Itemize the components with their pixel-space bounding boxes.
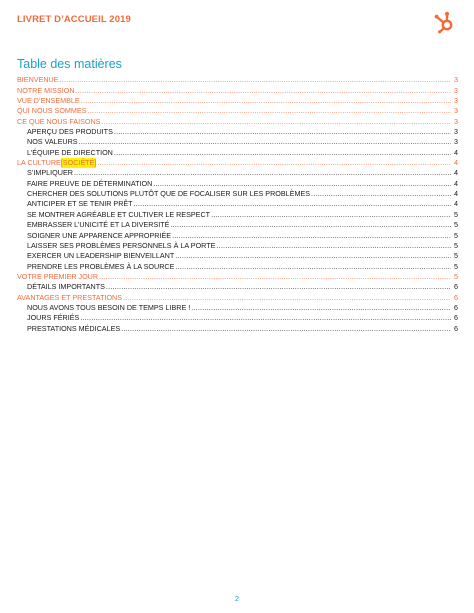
toc-dot-leader — [175, 251, 451, 261]
toc-entry-highlight: [SOCIÉTÉ] — [60, 158, 97, 168]
toc-entry-page-number: 6 — [454, 282, 458, 292]
toc-subsection-entry[interactable] — [17, 178, 458, 188]
toc-dot-leader — [191, 303, 451, 313]
toc-subsection-entry[interactable] — [17, 261, 458, 271]
toc-dot-leader — [74, 168, 451, 178]
toc-entry-page-number: 3 — [454, 137, 458, 147]
toc-subsection-entry[interactable] — [17, 323, 458, 333]
toc-dot-leader — [114, 127, 451, 137]
toc-section-entry[interactable] — [17, 75, 458, 85]
toc-entry-page-number: 5 — [454, 209, 458, 219]
toc-entry-label: AVANTAGES ET PRESTATIONS — [17, 292, 123, 302]
toc-entry-label: JOURS FÉRIÉS — [27, 313, 80, 323]
toc-entry-label: PRESTATIONS MÉDICALES — [27, 323, 121, 333]
toc-entry-page-number: 6 — [454, 292, 458, 302]
hubspot-sprocket-icon — [433, 10, 457, 34]
toc-heading: Table des matières — [17, 57, 122, 71]
toc-entry-page-number: 6 — [454, 313, 458, 323]
toc-entry-label: CHERCHER DES SOLUTIONS PLUTÔT QUE DE FOCALISER SUR LES PROBLÈMES — [27, 189, 311, 199]
toc-subsection-entry[interactable] — [17, 303, 458, 313]
toc-entry-page-number: 3 — [454, 75, 458, 85]
toc-entry-page-number: 3 — [454, 106, 458, 116]
toc-entry-page-number: 4 — [454, 189, 458, 199]
toc-section-entry[interactable] — [17, 116, 458, 126]
toc-entry-label: VOTRE PREMIER JOUR — [17, 271, 99, 281]
toc-dot-leader — [97, 158, 451, 168]
toc-dot-leader — [121, 324, 451, 334]
toc-entry-label: BIENVENUE — [17, 75, 59, 85]
toc-entry-page-number: 6 — [454, 323, 458, 333]
toc-entry-label: LAISSER SES PROBLÈMES PERSONNELS À LA PORTE — [27, 240, 216, 250]
toc-entry-page-number: 3 — [454, 116, 458, 126]
toc-entry-page-number: 5 — [454, 230, 458, 240]
toc-entry-page-number: 4 — [454, 168, 458, 178]
toc-entry-page-number: 5 — [454, 240, 458, 250]
toc-entry-page-number: 5 — [454, 251, 458, 261]
toc-entry-label: APERÇU DES PRODUITS — [27, 127, 113, 137]
toc-entry-page-number: 3 — [454, 85, 458, 95]
toc-section-entry[interactable] — [17, 85, 458, 95]
toc-section-entry[interactable] — [17, 272, 458, 282]
toc-subsection-entry[interactable] — [17, 127, 458, 137]
toc-section-entry[interactable] — [17, 96, 458, 106]
toc-dot-leader — [99, 272, 451, 282]
toc-entry-label: QUI NOUS SOMMES — [17, 106, 87, 116]
toc-entry-label: VUE D’ENSEMBLE — [17, 96, 80, 106]
toc-subsection-entry[interactable] — [17, 241, 458, 251]
toc-dot-leader — [153, 179, 451, 189]
toc-dot-leader — [170, 220, 451, 230]
toc-dot-leader — [81, 96, 451, 106]
toc-subsection-entry[interactable] — [17, 189, 458, 199]
toc-entry-page-number: 5 — [454, 261, 458, 271]
page-number: 2 — [234, 594, 240, 603]
toc-section-entry[interactable] — [17, 106, 458, 116]
toc-dot-leader — [216, 241, 451, 251]
toc-entry-label: NOTRE MISSION — [17, 85, 75, 95]
toc-dot-leader — [123, 293, 451, 303]
toc-entry-label: SOIGNER UNE APPARENCE APPROPRIÉE — [27, 230, 172, 240]
toc-entry-label: S’IMPLIQUER — [27, 168, 73, 178]
toc-entry-page-number: 5 — [454, 271, 458, 281]
toc-entry-label: L’ÉQUIPE DE DIRECTION — [27, 147, 113, 157]
toc-entry-label: EXERCER UN LEADERSHIP BIENVEILLANT — [27, 251, 175, 261]
table-of-contents — [17, 75, 458, 334]
toc-dot-leader — [134, 199, 451, 209]
toc-subsection-entry[interactable] — [17, 251, 458, 261]
toc-entry-label: FAIRE PREUVE DE DÉTERMINATION — [27, 178, 153, 188]
toc-section-entry[interactable] — [17, 158, 458, 168]
toc-entry-page-number: 4 — [454, 178, 458, 188]
toc-entry-page-number: 6 — [454, 302, 458, 312]
toc-entry-label: DÉTAILS IMPORTANTS — [27, 282, 105, 292]
toc-entry-label: CE QUE NOUS FAISONS — [17, 116, 101, 126]
toc-entry-page-number: 5 — [454, 220, 458, 230]
toc-entry-label: NOUS AVONS TOUS BESOIN DE TEMPS LIBRE ! — [27, 302, 191, 312]
toc-dot-leader — [76, 86, 451, 96]
toc-subsection-entry[interactable] — [17, 199, 458, 209]
toc-subsection-entry[interactable] — [17, 282, 458, 292]
toc-dot-leader — [60, 75, 451, 85]
toc-entry-page-number: 4 — [454, 199, 458, 209]
toc-subsection-entry[interactable] — [17, 230, 458, 240]
toc-entry-label: SE MONTRER AGRÉABLE ET CULTIVER LE RESPECT — [27, 209, 211, 219]
toc-entry-page-number: 3 — [454, 127, 458, 137]
toc-subsection-entry[interactable] — [17, 220, 458, 230]
toc-subsection-entry[interactable] — [17, 168, 458, 178]
toc-dot-leader — [311, 189, 451, 199]
document-header-title: LIVRET D’ACCUEIL 2019 — [17, 14, 131, 25]
toc-dot-leader — [211, 210, 451, 220]
toc-subsection-entry[interactable] — [17, 209, 458, 219]
toc-entry-label: ANTICIPER ET SE TENIR PRÊT — [27, 199, 133, 209]
toc-dot-leader — [80, 313, 451, 323]
toc-entry-page-number: 3 — [454, 96, 458, 106]
toc-entry-label: EMBRASSER L’UNICITÉ ET LA DIVERSITÉ — [27, 220, 170, 230]
toc-entry-label: NOS VALEURS — [27, 137, 78, 147]
toc-dot-leader — [175, 262, 451, 272]
toc-dot-leader — [114, 148, 451, 158]
toc-dot-leader — [79, 137, 451, 147]
toc-subsection-entry[interactable] — [17, 147, 458, 157]
toc-dot-leader — [106, 282, 451, 292]
toc-section-entry[interactable] — [17, 292, 458, 302]
toc-entry-page-number: 4 — [454, 158, 458, 168]
toc-dot-leader — [101, 117, 451, 127]
toc-entry-label: PRENDRE LES PROBLÈMES À LA SOURCE — [27, 261, 175, 271]
toc-subsection-entry[interactable] — [17, 137, 458, 147]
toc-dot-leader — [88, 106, 452, 116]
toc-subsection-entry[interactable] — [17, 313, 458, 323]
toc-entry-page-number: 4 — [454, 147, 458, 157]
toc-entry-label: LA CULTURE — [17, 158, 61, 168]
toc-dot-leader — [172, 231, 451, 241]
